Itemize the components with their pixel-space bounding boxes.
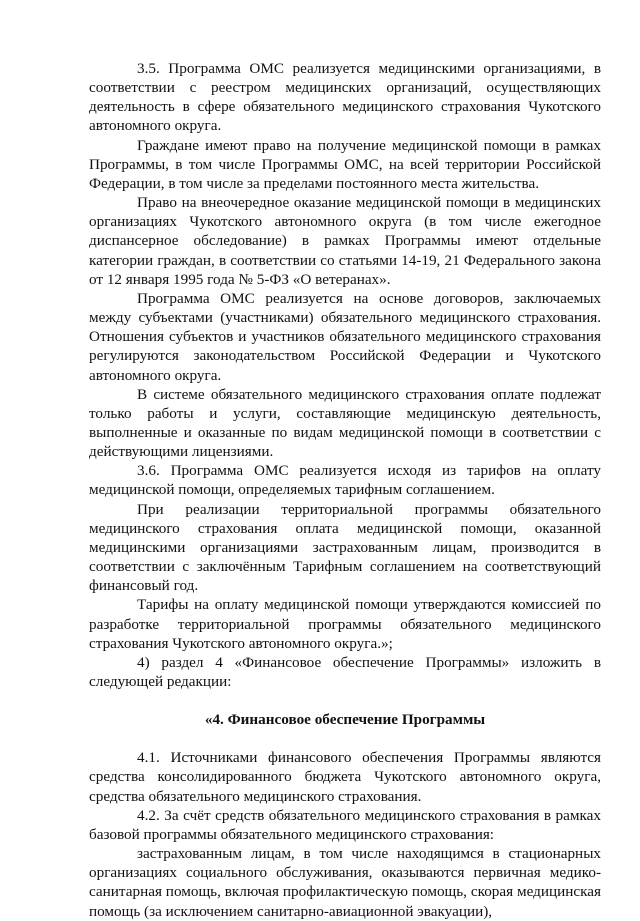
paragraph-3-5: 3.5. Программа ОМС реализуется медицинскими организациями, в соответствии с реестром медицинских организаций, осуществляющих деятельность в сфере обязательного медицинского страхования Чукотского автономного округа. [89,60,601,135]
paragraph-tariff-agreement: При реализации территориальной программы обязательного медицинского страхования оплата медицинской помощи, оказанной медицинскими организациями застрахованным лицам, производится в соответствии с заключённым Тарифным соглашением на соответствующий финансовый год. [89,500,601,595]
document-page [89,59,601,921]
spacer [89,691,601,710]
paragraph-4-2: 4.2. За счёт средств обязательного медицинского страхования в рамках базовой программы обязательного медицинского страхования: [89,806,601,843]
paragraph-3-6: 3.6. Программа ОМС реализуется исходя из тарифов на оплату медицинской помощи, определяемых тарифным соглашением. [89,462,601,499]
paragraph-4-1: 4.1. Источниками финансового обеспечения Программы являются средства консолидированного бюджета Чукотского автономного округа, средства обязательного медицинского страхования. [89,749,601,805]
spacer [89,729,601,748]
paragraph-payment-licenses: В системе обязательного медицинского страхования оплате подлежат только работы и услуги, составляющие медицинскую деятельность, выполненные и оказанные по видам медицинской помощи в соответствии с действующими лицензиями. [89,385,601,461]
paragraph-priority-care: Право на внеочередное оказание медицинской помощи в медицинских организациях Чукотского автономного округа (в том числе ежегодное диспансерное обследование) в рамках Программы имеют отдельные категории граждан, в соответствии со статьями 14-19, 21 Федерального закона от 12 января 1995 года № 5-ФЗ «О ветеранах». [89,194,601,288]
paragraph-contracts: Программа ОМС реализуется на основе договоров, заключаемых между субъектами (участниками) обязательного медицинского страхования. Отношения субъектов и участников обязательного медицинского страхования регулируются законодательством Российской Федерации и Чукотского автономного округа. [89,289,601,384]
paragraph-tariffs-commission: Тарифы на оплату медицинской помощи утверждаются комиссией по разработке территориальной программы обязательного медицинского страхования Чукотского автономного округа.»; [89,596,601,652]
section-heading: «4. Финансовое обеспечение Программы [204,711,486,729]
paragraph-citizens-rights: Граждане имеют право на получение медицинской помощи в рамках Программы, в том числе Программы ОМС, на всей территории Российской Федерации, в том числе за пределами постоянного места жительства. [89,136,601,192]
paragraph-insured-persons: застрахованным лицам, в том числе находящимся в стационарных организациях социального обслуживания, оказываются первичная медико-санитарная помощь, включая профилактическую помощь, скорая медицинская помощь (за исключением санитарно-авиационной эвакуации), [89,845,601,920]
paragraph-section-4-amendment: 4) раздел 4 «Финансовое обеспечение Программы» изложить в следующей редакции: [89,653,601,690]
